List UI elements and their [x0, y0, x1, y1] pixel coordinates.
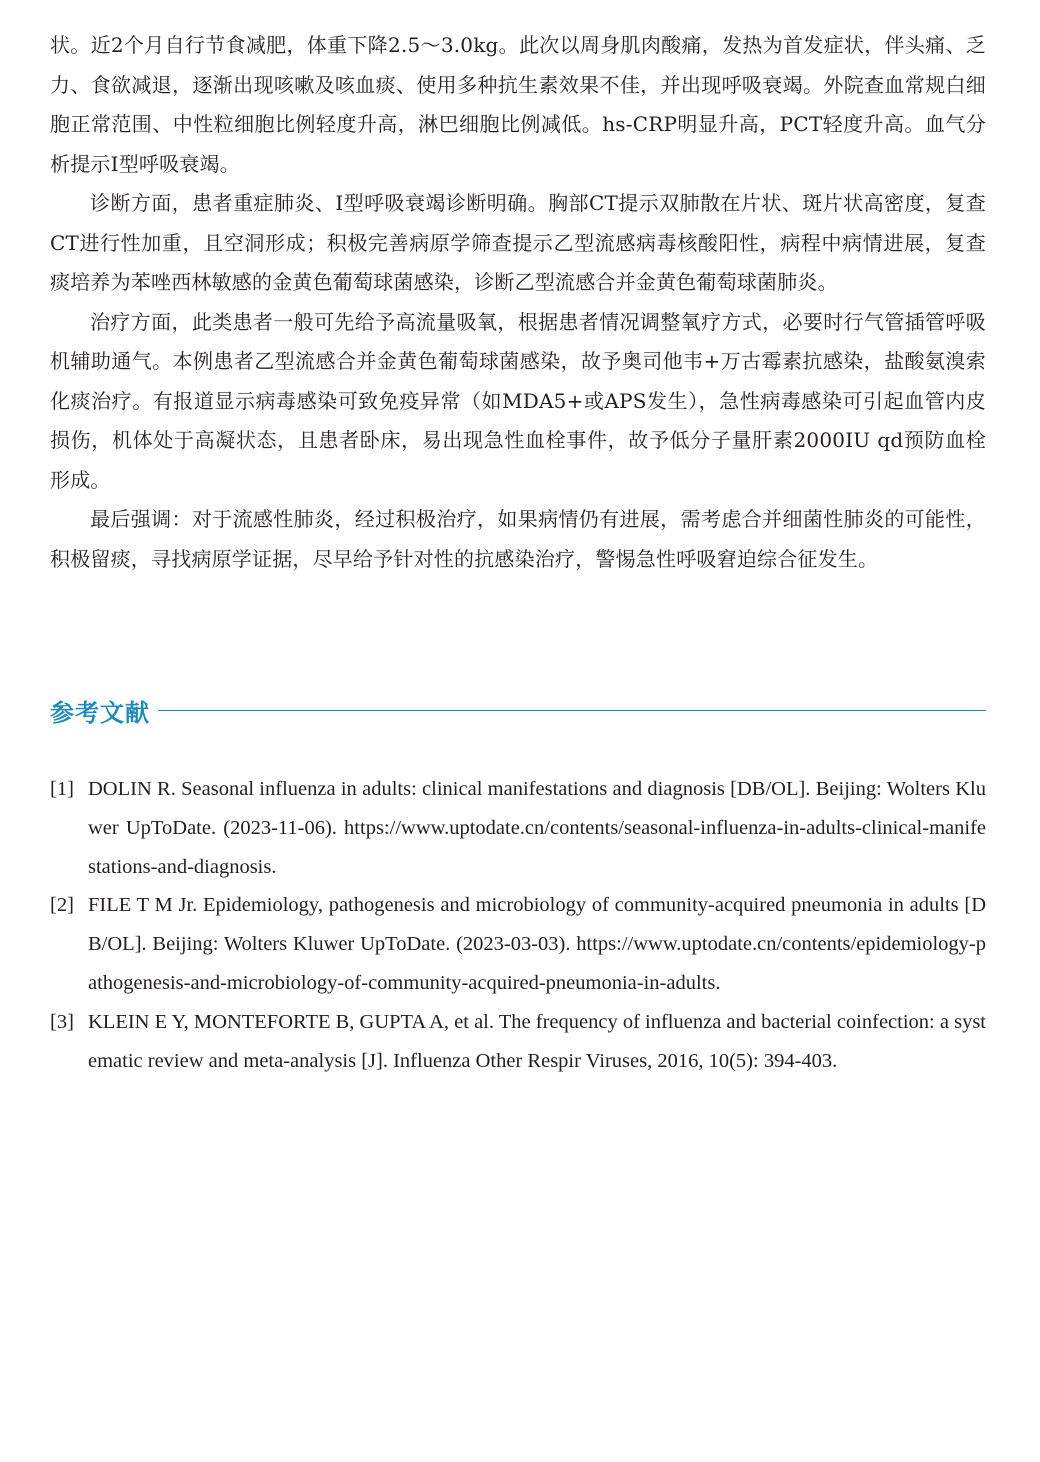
references-title: 参考文献: [50, 698, 150, 727]
reference-text: DOLIN R. Seasonal influenza in adults: clinical manifestations and diagnosis [DB/OL]. Beijing: Wolters Kluwer UpToDate. (2023-11-06). https://www.uptodate.cn/contents/seasonal-influenza-in-adults-clinical-manifestations-and-diagnosis.: [88, 778, 986, 878]
body-text: [50, 26, 986, 579]
references-divider: [158, 710, 986, 711]
reference-text: FILE T M Jr. Epidemiology, pathogenesis and microbiology of community-acquired pneumonia in adults [DB/OL]. Beijing: Wolters Kluwer UpToDate. (2023-03-03). https://www.uptodate.cn/contents/epidemiology-pathogenesis-and-microbiology-of-community-acquired-pneumonia-in-adults.: [88, 894, 986, 994]
paragraph-diagnosis: 诊断方面，患者重症肺炎、Ⅰ型呼吸衰竭诊断明确。胸部CT提示双肺散在片状、斑片状高密度，复查CT进行性加重，且空洞形成；积极完善病原学筛查提示乙型流感病毒核酸阳性，病程中病情进展，复查痰培养为苯唑西林敏感的金黄色葡萄球菌感染，诊断乙型流感合并金黄色葡萄球菌肺炎。: [50, 191, 986, 294]
reference-number: [1]: [50, 778, 74, 800]
references-header: [50, 690, 986, 730]
references-list: [50, 770, 986, 1080]
paragraph-treatment: 治疗方面，此类患者一般可先给予高流量吸氧，根据患者情况调整氧疗方式，必要时行气管插管呼吸机辅助通气。本例患者乙型流感合并金黄色葡萄球菌感染，故予奥司他韦+万古霉素抗感染，盐酸氨溴索化痰治疗。有报道显示病毒感染可致免疫异常（如MDA5+或APS发生），急性病毒感染可引起血管内皮损伤，机体处于高凝状态，且患者卧床，易出现急性血栓事件，故予低分子量肝素2000IU qd预防血栓形成。: [50, 309, 986, 492]
reference-number: [3]: [50, 1010, 74, 1033]
reference-item: [50, 886, 986, 1002]
paragraph-conclusion: 最后强调：对于流感性肺炎，经过积极治疗，如果病情仍有进展，需考虑合并细菌性肺炎的可能性，积极留痰，寻找病原学证据，尽早给予针对性的抗感染治疗，警惕急性呼吸窘迫综合征发生。: [50, 507, 986, 571]
paragraph-symptoms: 状。近2个月自行节食减肥，体重下降2.5～3.0kg。此次以周身肌肉酸痛，发热为首发症状，伴头痛、乏力、食欲减退，逐渐出现咳嗽及咳血痰、使用多种抗生素效果不佳，并出现呼吸衰竭。外院查血常规白细胞正常范围、中性粒细胞比例轻度升高，淋巴细胞比例减低。hs-CRP明显升高，PCT轻度升高。血气分析提示Ⅰ型呼吸衰竭。: [50, 33, 986, 176]
reference-text: KLEIN E Y, MONTEFORTE B, GUPTA A, et al. The frequency of influenza and bacterial coinfection: a systematic review and meta-analysis [J]. Influenza Other Respir Viruses, 2016, 10(5): 394-403.: [88, 1010, 986, 1072]
reference-number: [2]: [50, 894, 74, 917]
reference-item: [50, 1003, 986, 1081]
document-page: [50, 26, 986, 1072]
reference-item: [50, 770, 986, 886]
